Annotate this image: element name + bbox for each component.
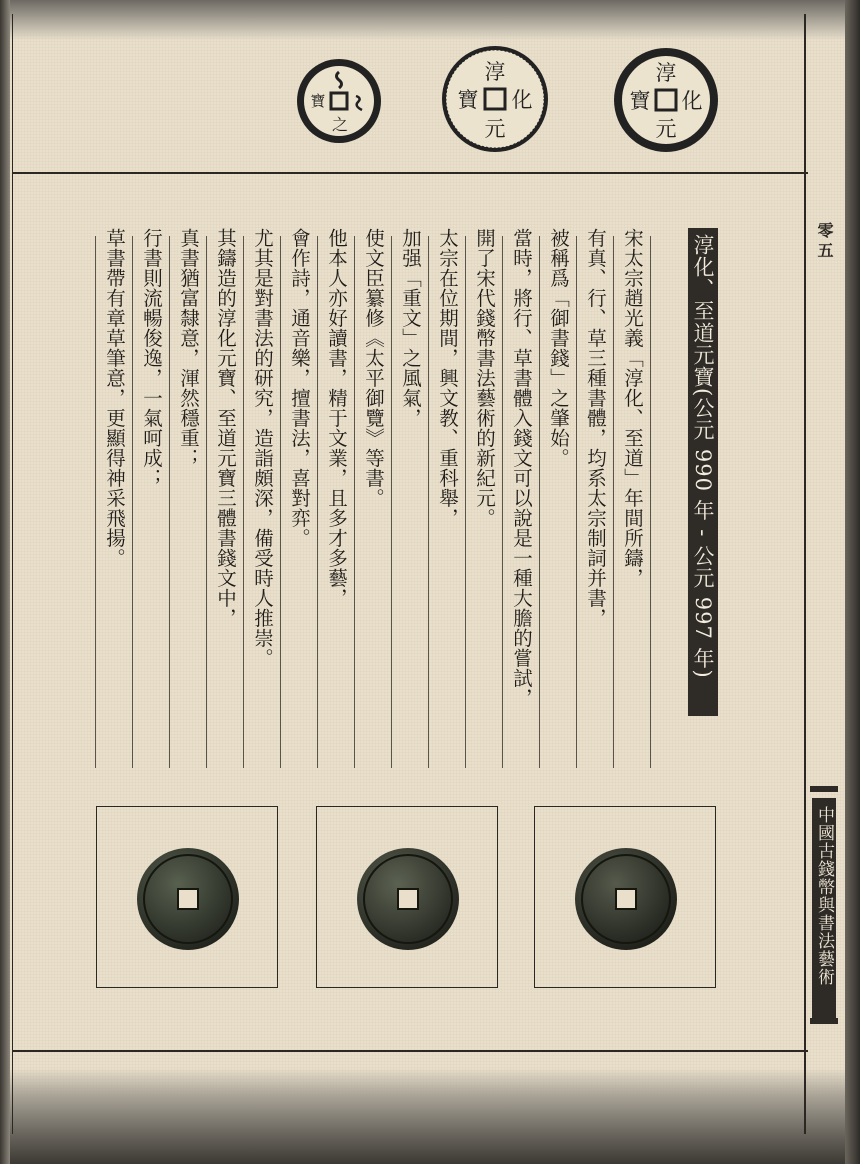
page-right-edge xyxy=(845,0,860,1164)
coin-photo-frame xyxy=(96,806,278,988)
margin-rule xyxy=(804,14,806,1134)
rubbing-char: 寶 xyxy=(629,89,651,113)
text-column: 草書帶有章草筆意，更顯得神采飛揚。 xyxy=(103,228,126,568)
rubbing-char: 淳 xyxy=(655,61,677,85)
rubbing-char: 之 xyxy=(331,115,349,134)
side-title-cap xyxy=(810,786,838,792)
bronze-coin-photo-icon xyxy=(136,847,240,951)
text-column: 宋太宗趙光義「淳化、至道」年間所鑄， xyxy=(621,228,644,588)
rubbing-char: 寶 xyxy=(457,88,479,112)
rubbing-char: 元 xyxy=(484,117,506,141)
text-column: 有真、行、草三種書體，均系太宗制詞并書， xyxy=(584,228,607,628)
footer-rule xyxy=(12,1050,808,1052)
bronze-coin-photo-icon xyxy=(574,847,678,951)
text-column: 加强「重文」之風氣， xyxy=(399,228,422,428)
text-column: 太宗在位期間，興文教、重科舉， xyxy=(436,228,459,528)
top-wave-border xyxy=(0,0,860,40)
bronze-coin-photo-icon xyxy=(356,847,460,951)
book-title: 中國古錢幣與書法藝術 xyxy=(814,806,834,986)
text-column: 其鑄造的淳化元寶、至道元寶三體書錢文中， xyxy=(214,228,237,628)
coin-photo-frame xyxy=(534,806,716,988)
text-column: 尤其是對書法的研究，造詣頗深，備受時人推崇。 xyxy=(251,228,274,668)
page-title: 淳化、至道元寶(公元 990 年 - 公元 997 年) xyxy=(691,234,715,679)
page-left-edge xyxy=(0,0,10,1164)
text-column: 被稱爲「御書錢」之肇始。 xyxy=(547,228,570,468)
text-column: 當時，將行、草書體入錢文可以說是一種大膽的嘗試， xyxy=(510,228,533,708)
coin-rubbing-regular xyxy=(612,46,720,154)
column-rule xyxy=(650,236,651,768)
side-title-cap xyxy=(810,1018,838,1024)
coin-rubbing-running xyxy=(440,44,550,154)
rubbing-char: 元 xyxy=(655,117,677,141)
frame-left-rule xyxy=(12,14,13,1134)
coin-photo-frame xyxy=(316,806,498,988)
page-number: 零五 xyxy=(815,222,834,262)
text-column: 開了宋代錢幣書法藝術的新紀元。 xyxy=(473,228,496,528)
rubbing-char: 化 xyxy=(681,89,703,113)
rubbing-char: 淳 xyxy=(484,60,506,84)
text-column: 真書猶富隸意，渾然穩重； xyxy=(177,228,200,468)
rubbing-char: 化 xyxy=(511,88,533,112)
text-column: 使文臣纂修《太平御覽》等書。 xyxy=(362,228,385,508)
bottom-wave-border xyxy=(0,1068,860,1164)
header-rule xyxy=(12,172,808,174)
rubbing-char: 寶 xyxy=(310,92,326,110)
text-column: 他本人亦好讀書，精于文業，且多才多藝， xyxy=(325,228,348,608)
text-column: 會作詩，通音樂，擅書法，喜對弈。 xyxy=(288,228,311,548)
text-column: 行書則流暢俊逸，一氣呵成； xyxy=(140,228,163,488)
coin-rubbing-cursive xyxy=(296,58,382,144)
